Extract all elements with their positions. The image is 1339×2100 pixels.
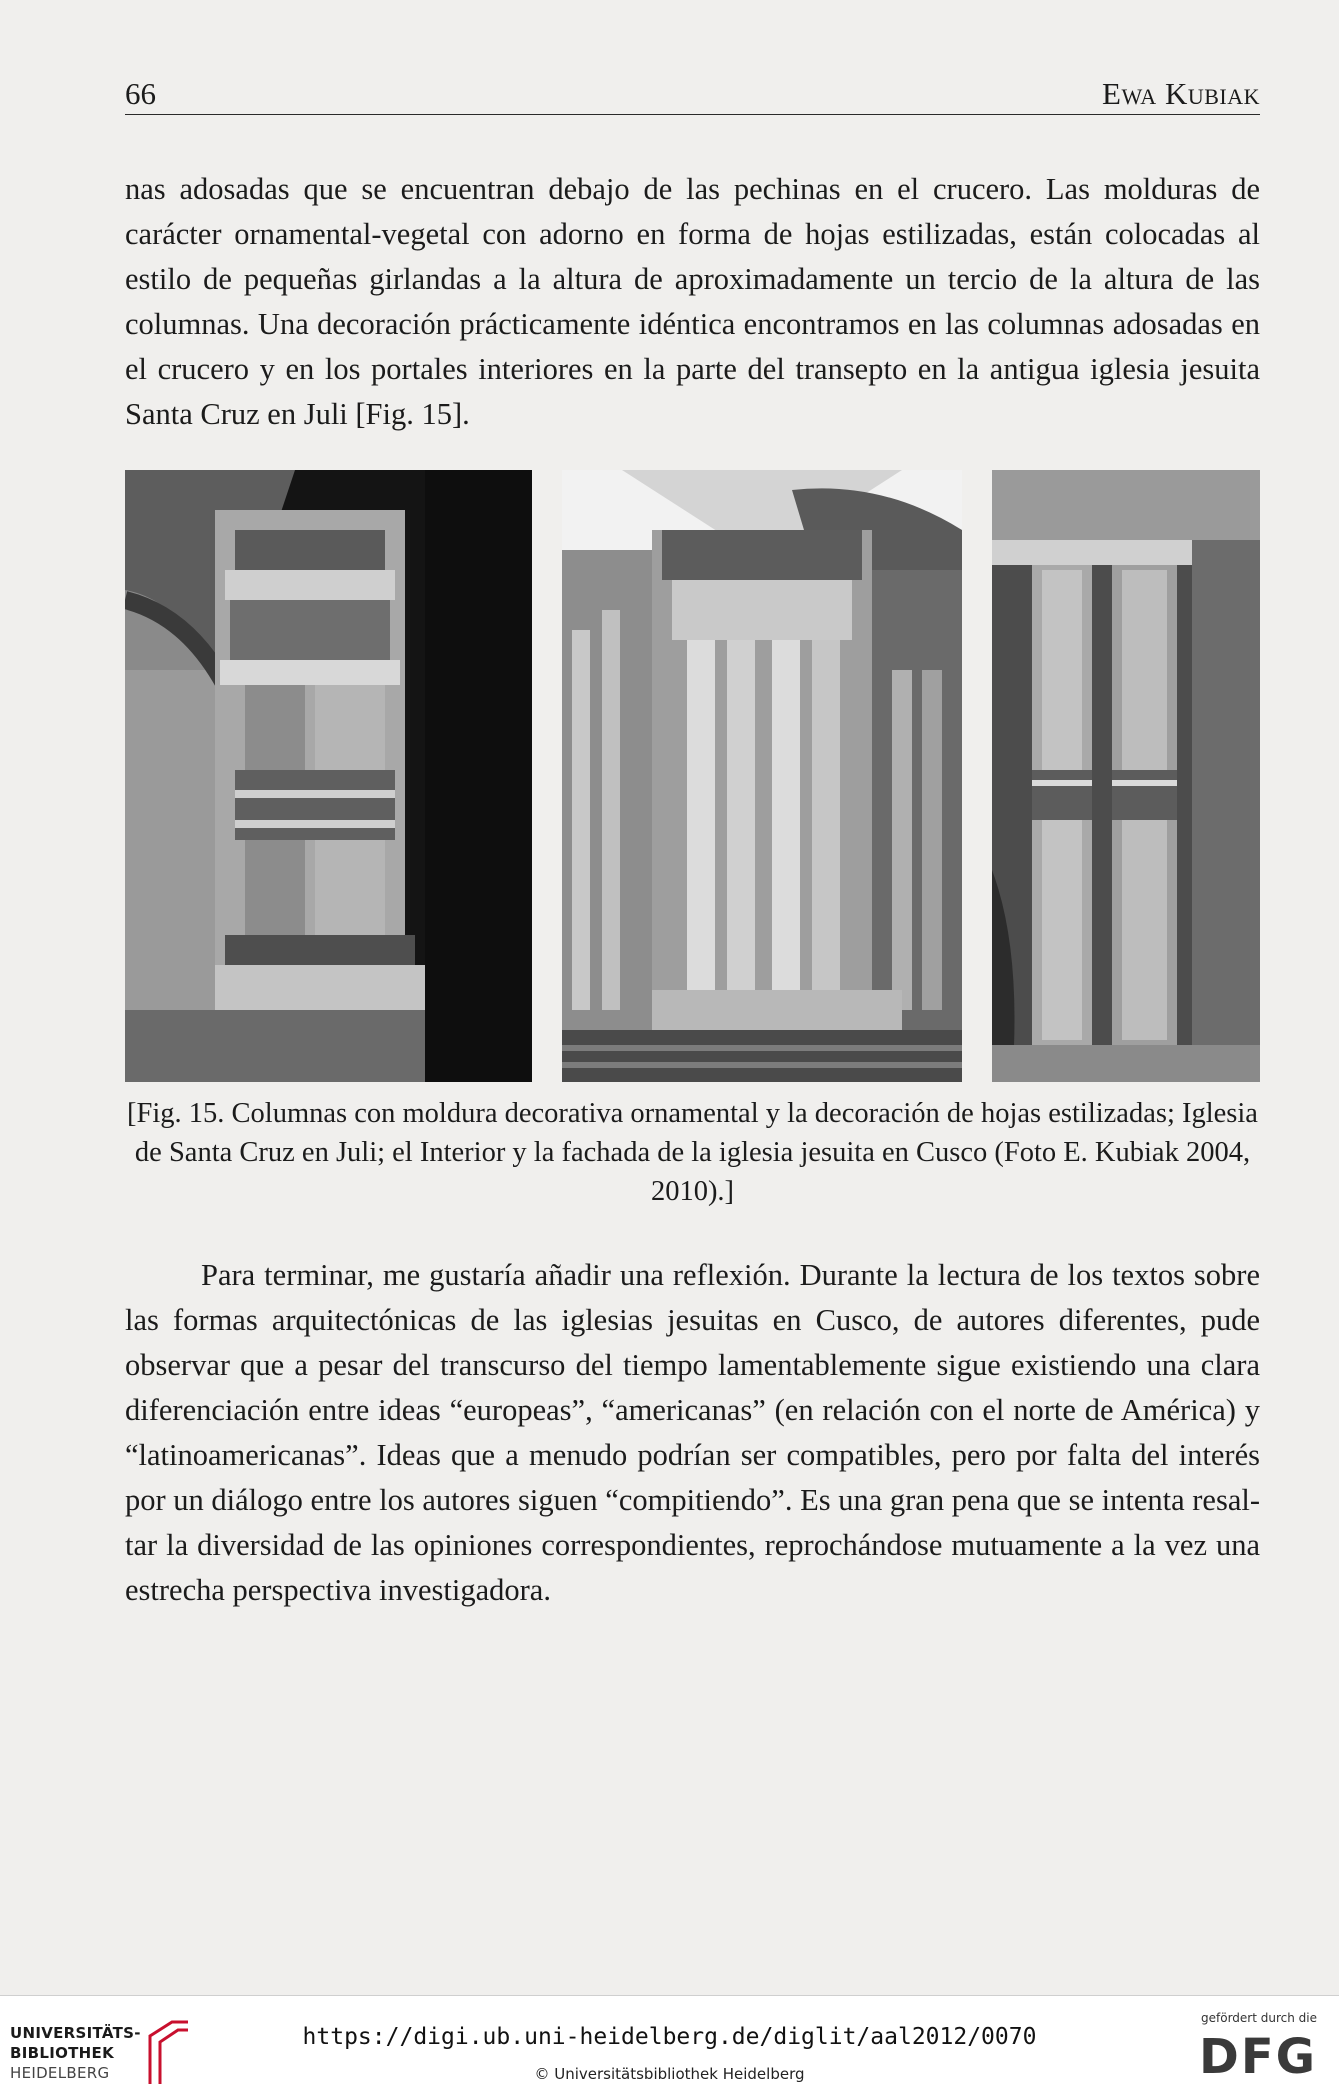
running-head-author: Ewa Kubiak <box>1102 76 1260 111</box>
funding-note: gefördert durch die <box>1201 2011 1317 2025</box>
digitization-footer <box>0 1995 1339 2100</box>
figure-15 <box>125 470 1260 1082</box>
library-name-line-1: UNIVERSITÄTS- <box>10 2024 141 2042</box>
photo-cusco-facade <box>992 470 1260 1082</box>
photo-cusco-interior <box>562 470 962 1082</box>
figure-caption: [Fig. 15. Columnas con moldura decorativa ornamental y la decoración de hojas estilizadas; Iglesia de Santa Cruz en Juli; el Interior y la fachada de la iglesia jesuita en Cusco (Foto E. Kubiak 2004, 2010).] <box>127 1098 1258 1207</box>
page-header <box>125 76 1260 115</box>
photo-cusco-interior-drawing <box>562 470 962 1082</box>
library-name-line-3: HEIDELBERG <box>10 2064 110 2082</box>
photo-cusco-facade-drawing <box>992 470 1260 1082</box>
body-paragraph-2: Para terminar, me gustaría añadir una reflexión. Durante la lectura de los textos sobre las formas arquitectónicas de las iglesias jesuitas en Cusco, de autores diferentes, pude observar que a pesar del transcurso del tiempo lamentablemente sigue existiendo una clara diferenciación entre ideas “europeas”, “americanas” (en relación con el norte de América) y “latinoamericanas”. Ideas que a menudo podrían ser compatibles, pero por falta del interés por un diálogo entre los autores siguen “compitiendo”. Es una gran pena que se intenta resaltar la diversidad de las opiniones correspondientes, reprochándose mutuamente a la vez una estrecha perspectiva investigadora. <box>125 1258 1260 1607</box>
dfg-logo[interactable]: DFG <box>1198 2029 1317 2085</box>
page-number: 66 <box>125 76 156 111</box>
library-name-line-2: BIBLIOTHEK <box>10 2044 114 2062</box>
body-paragraph-1: nas adosadas que se encuentran debajo de las pechinas en el crucero. Las molduras de carácter ornamental-vegetal con adorno en forma de hojas estilizadas, están colocadas al estilo de pequeñas girlandas a la altura de aproximadamente un tercio de la altura de las columnas. Una decoración prácticamente idéntica encontramos en las columnas adosadas en el crucero y en los portales interiores en la parte del transepto en la antigua iglesia jesuita Santa Cruz en Juli [Fig. 15]. <box>125 172 1260 431</box>
digital-copy-url-link[interactable]: https://digi.ub.uni-heidelberg.de/diglit/aal2012/0070 <box>302 2024 1037 2050</box>
photo-juli-columns <box>125 470 532 1082</box>
copyright-notice: © Universitätsbibliothek Heidelberg <box>534 2065 805 2083</box>
photo-juli-columns-drawing <box>125 470 532 1082</box>
